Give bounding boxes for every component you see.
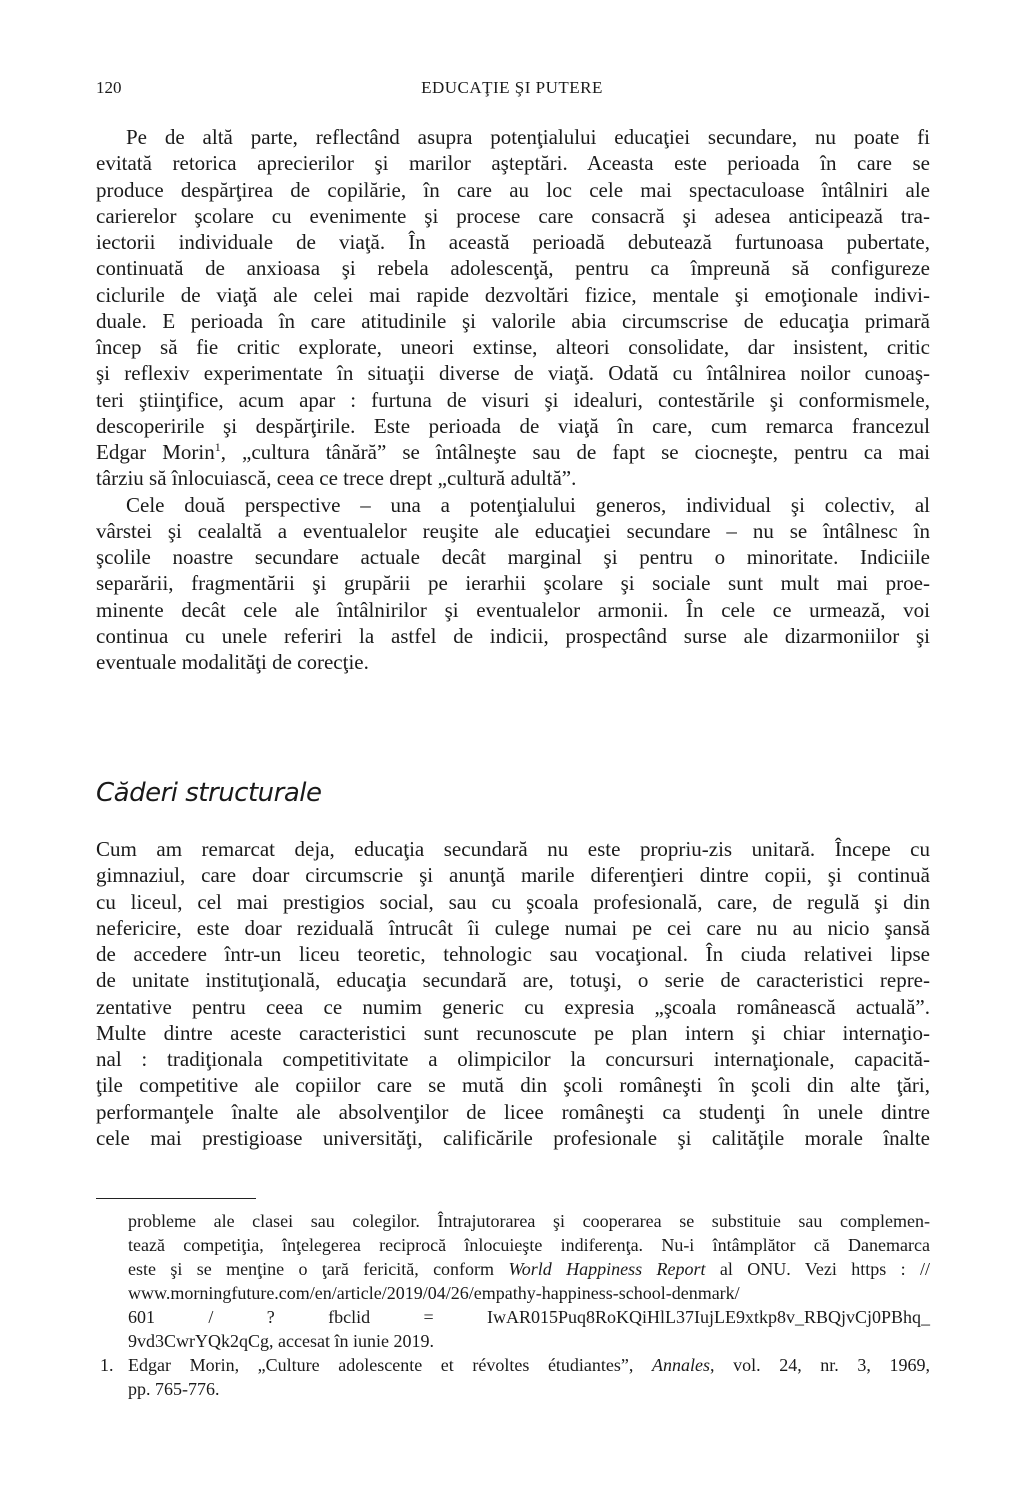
text-line: continua cu unele referiri la astfel de indicii, prospectând surse ale dizarmoniilor şi <box>96 623 930 648</box>
text-line: produce despărţirea de copilărie, în care au loc cele mai spectaculoase întâlniri ale <box>96 177 930 202</box>
text-line: minente decât cele ale întâlnirilor şi eventualelor armonii. În cele ce urmează, voi <box>96 597 930 622</box>
text-line: performanţele înalte ale absolvenţilor de licee româneşti ca studenţi în unele dintre <box>96 1099 930 1124</box>
footnote-line: pp. 765-776. <box>128 1379 220 1399</box>
text-line: teri ştiinţifice, acum apar : furtuna de visuri şi idealuri, contestările şi conformismele, <box>96 387 930 412</box>
text-line: târziu să înlocuiască, ceea ce trece drept „cultură adultă”. <box>96 466 577 491</box>
footnote-line: probleme ale clasei sau colegilor. Întrajutorarea şi cooperarea se substituie sau complemen- <box>128 1211 930 1231</box>
footnote-url-line: 601 / ? fbclid = IwAR015Puq8RoKQiHlL37IujLE9xtkp8v_RBQjvCj0PBhq_ <box>128 1307 930 1327</box>
text-line: nefericire, este doar reziduală întrucât îi culege numai pe cei care nu au nicio şansă <box>96 915 930 940</box>
text-fragment: , vol. 24, nr. 3, 1969, <box>710 1355 930 1375</box>
text-line: Cele două perspective – una a potenţialului generos, individual şi colectiv, al <box>126 492 930 517</box>
text-line: şi reflexiv experimentate în situaţii diverse de viaţă. Odată cu întâlnirea noilor cunoaş- <box>96 361 930 386</box>
footnote-line: tează competiţia, înţelegerea reciprocă înlocuieşte indiferenţa. Nu-i întâmplător că Danemarca <box>128 1235 930 1255</box>
text-line: evitată retorica aprecierilor şi marilor aşteptări. Aceasta este perioada în care se <box>96 151 930 176</box>
text-line: Multe dintre aceste caracteristici sunt recunoscute pe plan intern şi chiar internaţio- <box>96 1020 930 1045</box>
text-line: de unitate instituţională, educaţia secundară are, totuşi, o serie de caracteristici repre- <box>96 968 930 993</box>
text-line: ţile competitive ale copiilor care se mută din şcoli româneşti în şcoli din alte ţări, <box>96 1073 930 1098</box>
text-line: separării, fragmentării şi grupării pe ierarhii şcolare şi sociale sunt mult mai proe- <box>96 571 930 596</box>
text-line: iectorii individuale de viaţă. În această perioadă debutează furtunoasa pubertate, <box>96 230 930 254</box>
text-line: Cum am remarcat deja, educaţia secundară nu este propriu-zis unitară. Începe cu <box>96 837 930 861</box>
text-line <box>96 439 930 465</box>
text-line: încep să fie critic explorate, uneori extinse, alteori consolidate, dar insistent, critic <box>96 335 930 359</box>
text-line: cu liceul, cel mai prestigios social, sau cu şcoala profesională, care, de regulă şi din <box>96 889 930 914</box>
footnote-separator <box>96 1198 256 1199</box>
footnote-1 <box>96 1353 930 1377</box>
text-line: vârstei şi cealaltă a eventualelor reuşite ale educaţiei secundare – nu se întâlnesc în <box>96 518 930 543</box>
text-line: gimnaziul, care doar circumscrie şi anunţă marile diferenţieri dintre copii, şi continuă <box>96 863 930 888</box>
journal-title: Annales <box>652 1355 711 1375</box>
text-line: zentative pentru ceea ce numim generic cu expresia „şcoala românească actuală”. <box>96 994 930 1019</box>
text-line: ciclurile de viaţă ale celei mai rapide dezvoltări fizice, mentale şi emoţionale indivi- <box>96 282 930 307</box>
text-line: Pe de altă parte, reflectând asupra potenţialului educaţiei secundare, nu poate fi <box>126 125 930 149</box>
text-line: descoperirile şi despărţirile. Este perioada de viaţă în care, cum remarca francezul <box>96 413 930 438</box>
footnote-url-line: www.morningfuture.com/en/article/2019/04/26/empathy-happiness-school-denmark/ <box>128 1283 740 1303</box>
text-line: continuată de anxioasa şi rebela adolescenţă, pentru ca împreună să configureze <box>96 256 930 281</box>
page-number: 120 <box>96 78 122 97</box>
running-title: EDUCAŢIE ŞI PUTERE <box>421 78 603 97</box>
text-line: de accedere într-un liceu teoretic, tehnologic sau vocaţional. În ciuda relativei lipse <box>96 942 930 966</box>
report-title: World Happiness Report <box>508 1259 706 1279</box>
section-heading: Căderi structurale <box>96 778 322 808</box>
footnote-line <box>96 1257 930 1281</box>
text-fragment: Edgar Morin <box>96 440 215 464</box>
text-line: cele mai prestigioase universităţi, calificările profesionale şi calităţile morale înalte <box>96 1125 930 1150</box>
footnotes <box>96 1209 930 1401</box>
text-fragment: este şi se menţine o ţară fericită, conform <box>128 1259 509 1279</box>
footnote-url-line: 9vd3CwrYQk2qCg, accesat în iunie 2019. <box>128 1331 434 1351</box>
text-fragment: al ONU. Vezi https : // <box>705 1259 930 1279</box>
body-text <box>96 124 930 675</box>
text-fragment: , „cultura tânără” se întâlneşte sau de fapt se ciocneşte, pentru ca mai <box>220 440 930 464</box>
text-line: duale. E perioada în care atitudinile şi valorile abia circumscrise de educaţia primară <box>96 308 930 333</box>
footnote-number: 1. <box>100 1355 114 1375</box>
text-line: carierelor şcolare cu evenimente şi procese care consacră şi adesea anticipează tra- <box>96 203 930 228</box>
text-line: eventuale modalităţi de corecţie. <box>96 650 369 674</box>
text-line: şcolile noastre secundare actuale decât marginal şi pentru o minoritate. Indiciile <box>96 545 930 569</box>
text-line: nal : tradiţionala competitivitate a olimpicilor la concursuri internaţionale, capacită- <box>96 1047 930 1071</box>
body-text <box>96 836 930 1151</box>
text-fragment: Edgar Morin, „Culture adolescente et révoltes étudiantes”, <box>128 1355 653 1375</box>
footnote-ref[interactable]: 1 <box>214 440 221 454</box>
